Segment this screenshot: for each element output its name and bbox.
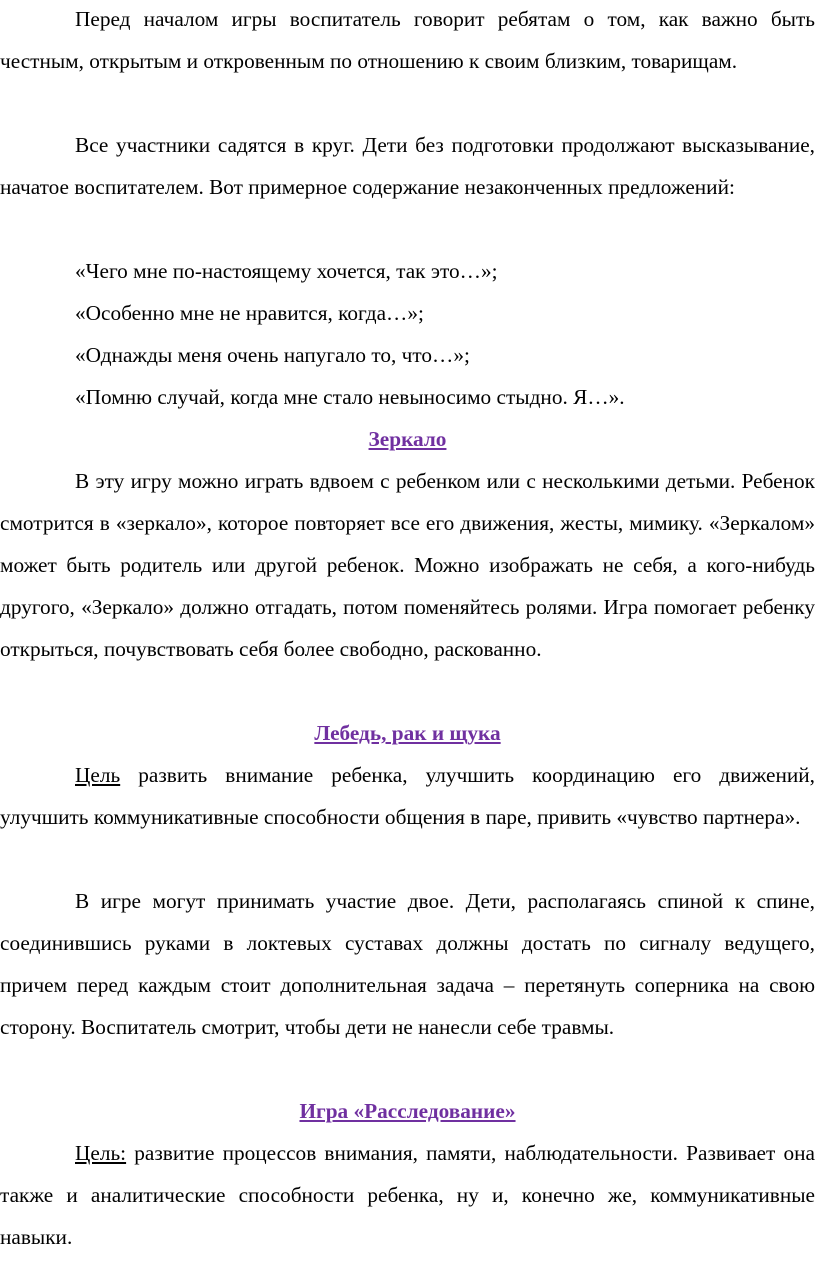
intro-paragraph: Перед началом игры воспитатель говорит ребятам о том, как важно быть честным, открытым и откровенным по отношению к своим близким, товарищам. bbox=[0, 7, 815, 73]
heading-mirror-text: Зеркало bbox=[368, 427, 447, 451]
goal-paragraph-investigation bbox=[0, 1132, 815, 1258]
goal-text: развитие процессов внимания, памяти, наблюдательности. Развивает она также и аналитические способности ребенка, ну и, конечно же, коммуникативные навыки. bbox=[0, 1141, 815, 1249]
phrase-item: «Особенно мне не нравится, когда…»; bbox=[75, 301, 424, 325]
phrase-item: «Помню случай, когда мне стало невыносимо стыдно. Я…». bbox=[75, 385, 625, 409]
heading-mirror bbox=[0, 418, 815, 460]
heading-swan bbox=[0, 712, 815, 754]
heading-swan-text: Лебедь, рак и щука bbox=[314, 721, 501, 745]
mirror-paragraph: В эту игру можно играть вдвоем с ребенком или с несколькими детьми. Ребенок смотрится в «зеркало», которое повторяет все его движения, жесты, мимику. «Зеркалом» может быть родитель или другой ребенок. Можно изображать не себя, а кого-нибудь другого, «Зеркало» должно отгадать, потом поменяйтесь ролями. Игра помогает ребенку открыться, почувствовать себя более свободно, раскованно. bbox=[0, 469, 815, 661]
swan-paragraph: В игре могут принимать участие двое. Дети, располагаясь спиной к спине, соединившись руками в локтевых суставах должны достать по сигналу ведущего, причем перед каждым стоит дополнительная задача – перетянуть соперника на свою сторону. Воспитатель смотрит, чтобы дети не нанесли себе травмы. bbox=[0, 889, 815, 1039]
goal-label: Цель: bbox=[75, 1141, 127, 1165]
goal-label: Цель bbox=[75, 763, 121, 787]
phrase-item: «Однажды меня очень напугало то, что…»; bbox=[75, 343, 470, 367]
phrase-item: «Чего мне по-настоящему хочется, так это…»; bbox=[75, 259, 498, 283]
heading-investigation-text: Игра «Расследование» bbox=[299, 1099, 516, 1123]
goal-text: развить внимание ребенка, улучшить координацию его движений, улучшить коммуникативные способности общения в паре, привить «чувство партнера». bbox=[0, 763, 815, 829]
circle-paragraph: Все участники садятся в круг. Дети без подготовки продолжают высказывание, начатое воспитателем. Вот примерное содержание незаконченных предложений: bbox=[0, 133, 815, 199]
goal-paragraph-swan bbox=[0, 754, 815, 838]
heading-investigation bbox=[0, 1090, 815, 1132]
